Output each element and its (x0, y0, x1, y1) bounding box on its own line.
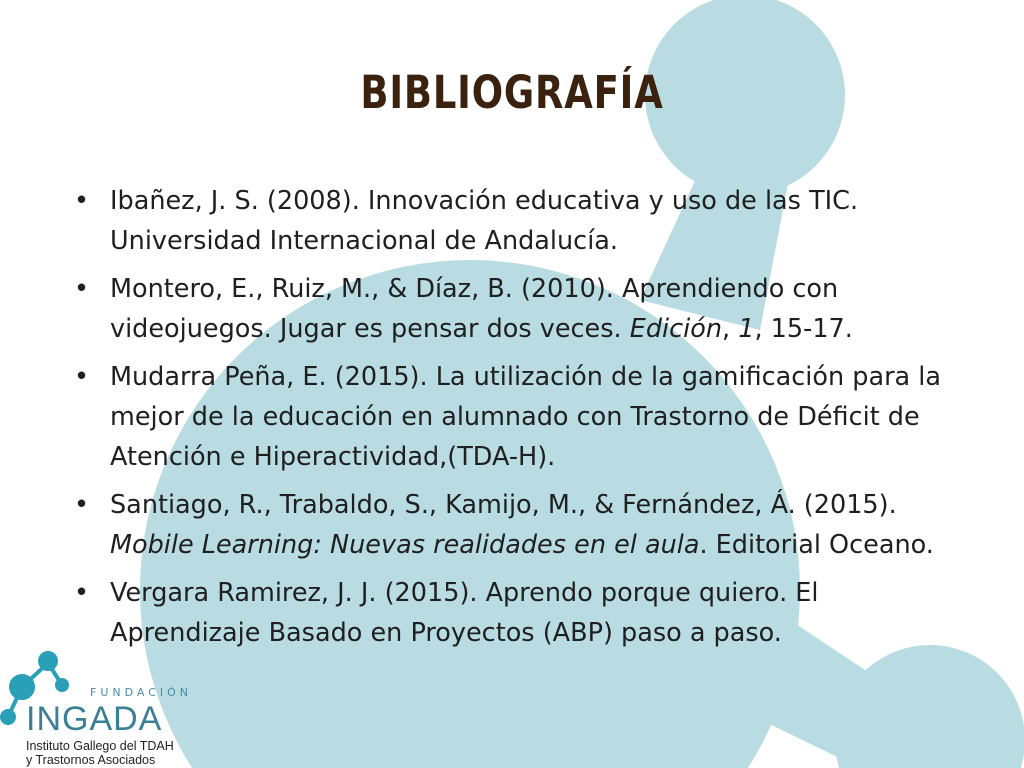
logo-subtitle-line2: y Trastornos Asociados (26, 753, 156, 767)
reference-text: , 15-17. (754, 314, 853, 344)
reference-text: Ibañez, J. S. (2008). Innovación educativa y uso de las TIC. Universidad Internacional de Andalucía. (110, 186, 859, 256)
reference-text: Vergara Ramirez, J. J. (2015). Aprendo porque quiero. El Aprendizaje Basado en Proyectos (ABP) paso a paso. (110, 578, 819, 648)
reference-item (74, 573, 974, 653)
logo-fundacion-label: FUNDACIÓN (90, 686, 193, 699)
page-title: BIBLIOGRAFÍA (360, 66, 664, 119)
bullet-icon: • (74, 490, 90, 520)
bullet-icon: • (74, 274, 90, 304)
reference-text: . Editorial Oceano. (699, 530, 934, 560)
reference-text: Mobile Learning: Nuevas realidades en el aula (110, 530, 700, 560)
reference-text: Edición (629, 314, 723, 344)
reference-item (74, 485, 974, 565)
reference-text: Santiago, R., Trabaldo, S., Kamijo, M., & Fernández, Á. (2015). (110, 490, 897, 520)
logo-subtitle-line1: Instituto Gallego del TDAH (26, 739, 174, 753)
bullet-icon: • (74, 186, 90, 216)
reference-item (74, 181, 974, 261)
reference-text: , (722, 314, 739, 344)
reference-list (74, 181, 974, 661)
logo-name: INGADA (26, 700, 163, 738)
bullet-icon: • (74, 578, 90, 608)
reference-text: Montero, E., Ruiz, M., & Díaz, B. (2010). Aprendiendo con videojuegos. Jugar es pensar dos veces. (110, 274, 839, 344)
reference-item (74, 357, 974, 477)
reference-text: Mudarra Peña, E. (2015). La utilización de la gamificación para la mejor de la educación en alumnado con Trastorno de Déficit de Atención e Hiperactividad,(TDA-H). (110, 362, 942, 472)
bullet-icon: • (74, 362, 90, 392)
reference-text: 1 (738, 314, 755, 344)
reference-item (74, 269, 974, 349)
